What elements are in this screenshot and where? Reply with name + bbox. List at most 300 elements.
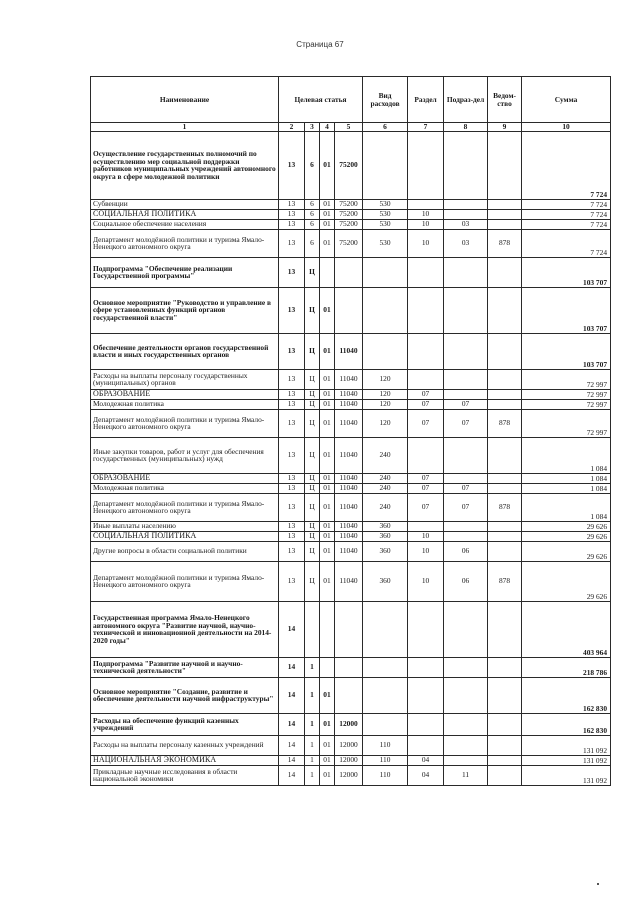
department-code	[488, 765, 522, 785]
expense-type-code: 120	[363, 409, 408, 437]
department-code	[488, 369, 522, 389]
target-code-1: 14	[279, 601, 305, 657]
row-sum: 1 084	[522, 493, 611, 521]
section-code: 07	[408, 409, 444, 437]
department-code	[488, 219, 522, 229]
subsection-code	[444, 713, 488, 735]
target-code-1: 13	[279, 493, 305, 521]
target-code-4: 11040	[335, 389, 363, 399]
section-code: 07	[408, 493, 444, 521]
subsection-code	[444, 601, 488, 657]
row-name: Иные закупки товаров, работ и услуг для обеспечения государственных (муниципальных) нужд	[91, 437, 279, 473]
section-code: 07	[408, 473, 444, 483]
subsection-code: 07	[444, 399, 488, 409]
table-row	[91, 229, 611, 257]
department-code	[488, 437, 522, 473]
department-code: 878	[488, 493, 522, 521]
target-code-4: 75200	[335, 199, 363, 209]
section-code: 10	[408, 219, 444, 229]
table-row	[91, 199, 611, 209]
target-code-1: 13	[279, 389, 305, 399]
target-code-3: 01	[320, 755, 335, 765]
target-code-4: 75200	[335, 219, 363, 229]
section-code: 07	[408, 399, 444, 409]
row-name: Департамент молодёжной политики и туризма Ямало-Ненецкого автономного округа	[91, 409, 279, 437]
subsection-code	[444, 287, 488, 333]
target-code-2	[305, 601, 320, 657]
row-name: Молодежная политика	[91, 483, 279, 493]
section-code: 04	[408, 755, 444, 765]
target-code-1: 13	[279, 483, 305, 493]
subsection-code: 07	[444, 483, 488, 493]
column-number: 6	[363, 123, 408, 132]
target-code-3: 01	[320, 521, 335, 531]
department-code	[488, 521, 522, 531]
expense-type-code: 530	[363, 229, 408, 257]
target-code-2: 1	[305, 657, 320, 677]
subsection-code	[444, 131, 488, 199]
row-name: Расходы на выплаты персоналу государственных (муниципальных) органов	[91, 369, 279, 389]
target-code-3: 01	[320, 369, 335, 389]
scan-speck	[597, 883, 599, 885]
expense-type-code: 360	[363, 521, 408, 531]
row-name: Основное мероприятие "Руководство и управление в сфере установленных функций органов государственной власти"	[91, 287, 279, 333]
table-row	[91, 209, 611, 219]
table-row	[91, 677, 611, 713]
target-code-3: 01	[320, 473, 335, 483]
expense-type-code: 120	[363, 389, 408, 399]
target-code-2: 1	[305, 735, 320, 755]
table-row	[91, 493, 611, 521]
department-code	[488, 199, 522, 209]
column-number: 4	[320, 123, 335, 132]
target-code-2: Ц	[305, 531, 320, 541]
target-code-1: 14	[279, 735, 305, 755]
target-code-3: 01	[320, 713, 335, 735]
table-header-row	[91, 77, 611, 123]
target-code-3: 01	[320, 399, 335, 409]
row-name: ОБРАЗОВАНИЕ	[91, 473, 279, 483]
table-row	[91, 713, 611, 735]
row-name: Основное мероприятие "Создание, развитие и обеспечение деятельности научной инфраструктуры"	[91, 677, 279, 713]
row-name: Государственная программа Ямало-Ненецкого автономного округа "Развитие научной, научно-технической и инновационной деятельности на 2014-2020 годы"	[91, 601, 279, 657]
table-row	[91, 531, 611, 541]
department-code	[488, 735, 522, 755]
target-code-4: 11040	[335, 521, 363, 531]
target-code-4: 11040	[335, 531, 363, 541]
section-code	[408, 199, 444, 209]
target-code-1: 13	[279, 473, 305, 483]
target-code-1: 14	[279, 677, 305, 713]
target-code-2: 1	[305, 765, 320, 785]
table-row	[91, 219, 611, 229]
expense-type-code: 120	[363, 369, 408, 389]
section-code	[408, 735, 444, 755]
section-code: 10	[408, 229, 444, 257]
target-code-1: 13	[279, 369, 305, 389]
section-code: 10	[408, 541, 444, 561]
subsection-code: 03	[444, 229, 488, 257]
target-code-3: 01	[320, 437, 335, 473]
expense-type-code: 240	[363, 473, 408, 483]
target-code-4: 11040	[335, 483, 363, 493]
department-code	[488, 287, 522, 333]
target-code-1: 13	[279, 287, 305, 333]
target-code-3: 01	[320, 287, 335, 333]
target-code-3: 01	[320, 561, 335, 601]
target-code-3: 01	[320, 531, 335, 541]
target-code-2: Ц	[305, 493, 320, 521]
target-code-1: 14	[279, 765, 305, 785]
target-code-4: 12000	[335, 755, 363, 765]
target-code-3: 01	[320, 735, 335, 755]
row-sum: 29 626	[522, 521, 611, 531]
target-code-4: 75200	[335, 209, 363, 219]
budget-table	[90, 76, 611, 786]
target-code-1: 13	[279, 541, 305, 561]
department-code	[488, 333, 522, 369]
expense-type-code: 120	[363, 399, 408, 409]
target-code-1: 13	[279, 209, 305, 219]
row-sum: 72 997	[522, 399, 611, 409]
subsection-code	[444, 531, 488, 541]
column-number: 2	[279, 123, 305, 132]
subsection-code	[444, 677, 488, 713]
table-row	[91, 369, 611, 389]
target-code-1: 13	[279, 257, 305, 287]
subsection-code	[444, 755, 488, 765]
section-code	[408, 521, 444, 531]
target-code-2: 6	[305, 219, 320, 229]
subsection-code: 07	[444, 493, 488, 521]
header-department: Ведом-ство	[488, 77, 522, 123]
section-code: 07	[408, 389, 444, 399]
target-code-3: 01	[320, 541, 335, 561]
expense-type-code	[363, 677, 408, 713]
target-code-2: Ц	[305, 541, 320, 561]
column-number: 9	[488, 123, 522, 132]
table-row	[91, 409, 611, 437]
table-row	[91, 735, 611, 755]
expense-type-code	[363, 333, 408, 369]
target-code-3: 01	[320, 199, 335, 209]
target-code-1: 13	[279, 531, 305, 541]
section-code	[408, 713, 444, 735]
expense-type-code: 530	[363, 209, 408, 219]
target-code-2: 6	[305, 199, 320, 209]
table-row	[91, 389, 611, 399]
target-code-4: 11040	[335, 561, 363, 601]
row-sum: 7 724	[522, 219, 611, 229]
department-code	[488, 483, 522, 493]
target-code-1: 13	[279, 199, 305, 209]
target-code-2: Ц	[305, 437, 320, 473]
department-code	[488, 531, 522, 541]
table-row	[91, 437, 611, 473]
target-code-2: 6	[305, 209, 320, 219]
row-sum: 29 626	[522, 531, 611, 541]
target-code-1: 13	[279, 333, 305, 369]
target-code-1: 13	[279, 437, 305, 473]
department-code	[488, 677, 522, 713]
target-code-2: Ц	[305, 561, 320, 601]
target-code-1: 13	[279, 131, 305, 199]
section-code	[408, 437, 444, 473]
target-code-3: 01	[320, 409, 335, 437]
target-code-4: 11040	[335, 541, 363, 561]
expense-type-code: 240	[363, 437, 408, 473]
table-row	[91, 657, 611, 677]
target-code-3: 01	[320, 209, 335, 219]
table-row	[91, 765, 611, 785]
section-code	[408, 333, 444, 369]
expense-type-code	[363, 657, 408, 677]
subsection-code: 11	[444, 765, 488, 785]
table-row	[91, 561, 611, 601]
target-code-3: 01	[320, 229, 335, 257]
table-row	[91, 541, 611, 561]
target-code-1: 14	[279, 755, 305, 765]
department-code	[488, 399, 522, 409]
section-code	[408, 677, 444, 713]
header-name: Наименование	[91, 77, 279, 123]
target-code-4: 12000	[335, 735, 363, 755]
table-row	[91, 131, 611, 199]
target-code-2: Ц	[305, 399, 320, 409]
target-code-3	[320, 601, 335, 657]
target-code-3: 01	[320, 493, 335, 521]
subsection-code	[444, 333, 488, 369]
row-name: Молодежная политика	[91, 399, 279, 409]
subsection-code	[444, 369, 488, 389]
target-code-4: 75200	[335, 131, 363, 199]
expense-type-code	[363, 131, 408, 199]
subsection-code	[444, 437, 488, 473]
row-sum: 103 707	[522, 257, 611, 287]
expense-type-code: 360	[363, 541, 408, 561]
header-target-article: Целевая статья	[279, 77, 363, 123]
subsection-code	[444, 521, 488, 531]
row-sum: 72 997	[522, 369, 611, 389]
department-code	[488, 601, 522, 657]
subsection-code: 06	[444, 541, 488, 561]
expense-type-code: 530	[363, 199, 408, 209]
department-code	[488, 713, 522, 735]
department-code	[488, 473, 522, 483]
target-code-1: 14	[279, 657, 305, 677]
target-code-2: Ц	[305, 389, 320, 399]
target-code-2: 1	[305, 677, 320, 713]
subsection-code	[444, 473, 488, 483]
target-code-4	[335, 657, 363, 677]
target-code-2: Ц	[305, 287, 320, 333]
department-code	[488, 257, 522, 287]
table-row	[91, 399, 611, 409]
section-code	[408, 257, 444, 287]
target-code-2: Ц	[305, 409, 320, 437]
expense-type-code: 110	[363, 735, 408, 755]
target-code-4: 11040	[335, 399, 363, 409]
target-code-4: 11040	[335, 493, 363, 521]
expense-type-code	[363, 601, 408, 657]
row-sum: 7 724	[522, 229, 611, 257]
section-code: 10	[408, 531, 444, 541]
table-row	[91, 333, 611, 369]
column-number: 8	[444, 123, 488, 132]
subsection-code: 06	[444, 561, 488, 601]
table-row	[91, 483, 611, 493]
row-sum: 72 997	[522, 409, 611, 437]
subsection-code	[444, 257, 488, 287]
header-section: Раздел	[408, 77, 444, 123]
department-code	[488, 541, 522, 561]
row-sum: 403 964	[522, 601, 611, 657]
row-name: Департамент молодёжной политики и туризма Ямало-Ненецкого автономного округа	[91, 561, 279, 601]
row-name: Субвенции	[91, 199, 279, 209]
target-code-1: 13	[279, 521, 305, 531]
target-code-4	[335, 257, 363, 287]
target-code-1: 13	[279, 561, 305, 601]
row-name: ОБРАЗОВАНИЕ	[91, 389, 279, 399]
target-code-4: 12000	[335, 713, 363, 735]
target-code-2: Ц	[305, 369, 320, 389]
expense-type-code: 240	[363, 493, 408, 521]
row-sum: 7 724	[522, 131, 611, 199]
row-sum: 218 786	[522, 657, 611, 677]
subsection-code	[444, 657, 488, 677]
expense-type-code: 110	[363, 755, 408, 765]
row-name: Подпрограмма "Обеспечение реализации Государственной программы"	[91, 257, 279, 287]
department-code	[488, 131, 522, 199]
target-code-3: 01	[320, 389, 335, 399]
row-name: Подпрограмма "Развитие научной и научно-технической деятельности"	[91, 657, 279, 677]
table-row	[91, 521, 611, 531]
row-sum: 7 724	[522, 199, 611, 209]
table-body	[91, 131, 611, 785]
table-row	[91, 287, 611, 333]
department-code	[488, 657, 522, 677]
header-sum: Сумма	[522, 77, 611, 123]
target-code-3: 01	[320, 333, 335, 369]
target-code-3	[320, 257, 335, 287]
target-code-3: 01	[320, 677, 335, 713]
row-sum: 29 626	[522, 561, 611, 601]
section-code	[408, 369, 444, 389]
subsection-code	[444, 735, 488, 755]
row-name: СОЦИАЛЬНАЯ ПОЛИТИКА	[91, 209, 279, 219]
row-name: Департамент молодёжной политики и туризма Ямало-Ненецкого автономного округа	[91, 493, 279, 521]
target-code-2: Ц	[305, 483, 320, 493]
department-code: 878	[488, 229, 522, 257]
row-sum: 131 092	[522, 755, 611, 765]
row-sum: 162 830	[522, 713, 611, 735]
subsection-code	[444, 209, 488, 219]
page-header: Страница 67	[296, 40, 344, 49]
row-name: Обеспечение деятельности органов государственной власти и иных государственных органов	[91, 333, 279, 369]
section-code: 07	[408, 483, 444, 493]
target-code-3: 01	[320, 765, 335, 785]
expense-type-code: 240	[363, 483, 408, 493]
target-code-4	[335, 677, 363, 713]
table-row	[91, 601, 611, 657]
budget-table-sheet	[90, 76, 610, 786]
target-code-1: 13	[279, 219, 305, 229]
target-code-2: 1	[305, 713, 320, 735]
target-code-2: 6	[305, 229, 320, 257]
department-code	[488, 755, 522, 765]
column-number: 7	[408, 123, 444, 132]
row-sum: 72 997	[522, 389, 611, 399]
column-number: 1	[91, 123, 279, 132]
row-name: Социальное обеспечение населения	[91, 219, 279, 229]
row-name: Другие вопросы в области социальной политики	[91, 541, 279, 561]
row-sum: 103 707	[522, 333, 611, 369]
target-code-1: 13	[279, 399, 305, 409]
row-sum: 103 707	[522, 287, 611, 333]
section-code: 10	[408, 561, 444, 601]
table-row	[91, 755, 611, 765]
subsection-code	[444, 389, 488, 399]
target-code-4: 11040	[335, 437, 363, 473]
expense-type-code	[363, 257, 408, 287]
header-expense-type: Вид расходов	[363, 77, 408, 123]
target-code-2: Ц	[305, 333, 320, 369]
row-name: Прикладные научные исследования в области национальной экономики	[91, 765, 279, 785]
row-name: Расходы на обеспечение функций казенных учреждений	[91, 713, 279, 735]
target-code-4	[335, 601, 363, 657]
target-code-4: 12000	[335, 765, 363, 785]
target-code-4: 75200	[335, 229, 363, 257]
column-number: 10	[522, 123, 611, 132]
table-row	[91, 257, 611, 287]
target-code-4: 11040	[335, 333, 363, 369]
row-name: Департамент молодёжной политики и туризма Ямало-Ненецкого автономного округа	[91, 229, 279, 257]
row-sum: 131 092	[522, 735, 611, 755]
subsection-code: 03	[444, 219, 488, 229]
target-code-3: 01	[320, 483, 335, 493]
row-sum: 1 084	[522, 473, 611, 483]
row-sum: 1 084	[522, 437, 611, 473]
row-name: СОЦИАЛЬНАЯ ПОЛИТИКА	[91, 531, 279, 541]
target-code-1: 13	[279, 229, 305, 257]
row-sum: 131 092	[522, 765, 611, 785]
row-sum: 29 626	[522, 541, 611, 561]
target-code-1: 14	[279, 713, 305, 735]
target-code-4: 11040	[335, 409, 363, 437]
section-code	[408, 131, 444, 199]
section-code	[408, 657, 444, 677]
subsection-code	[444, 199, 488, 209]
column-number: 5	[335, 123, 363, 132]
expense-type-code: 360	[363, 561, 408, 601]
row-name: Осуществление государственных полномочий по осуществлению мер социальной поддержки работников муниципальных учреждений автономного округа в сфере молодежной политики	[91, 131, 279, 199]
target-code-4	[335, 287, 363, 333]
section-code	[408, 287, 444, 333]
target-code-3	[320, 657, 335, 677]
row-name: Расходы на выплаты персоналу казенных учреждений	[91, 735, 279, 755]
row-sum: 162 830	[522, 677, 611, 713]
column-number-row	[91, 123, 611, 132]
header-subsection: Подраз-дел	[444, 77, 488, 123]
target-code-2: Ц	[305, 473, 320, 483]
target-code-2: 6	[305, 131, 320, 199]
expense-type-code: 360	[363, 531, 408, 541]
department-code	[488, 209, 522, 219]
target-code-1: 13	[279, 409, 305, 437]
row-sum: 7 724	[522, 209, 611, 219]
target-code-3: 01	[320, 131, 335, 199]
target-code-2: 1	[305, 755, 320, 765]
